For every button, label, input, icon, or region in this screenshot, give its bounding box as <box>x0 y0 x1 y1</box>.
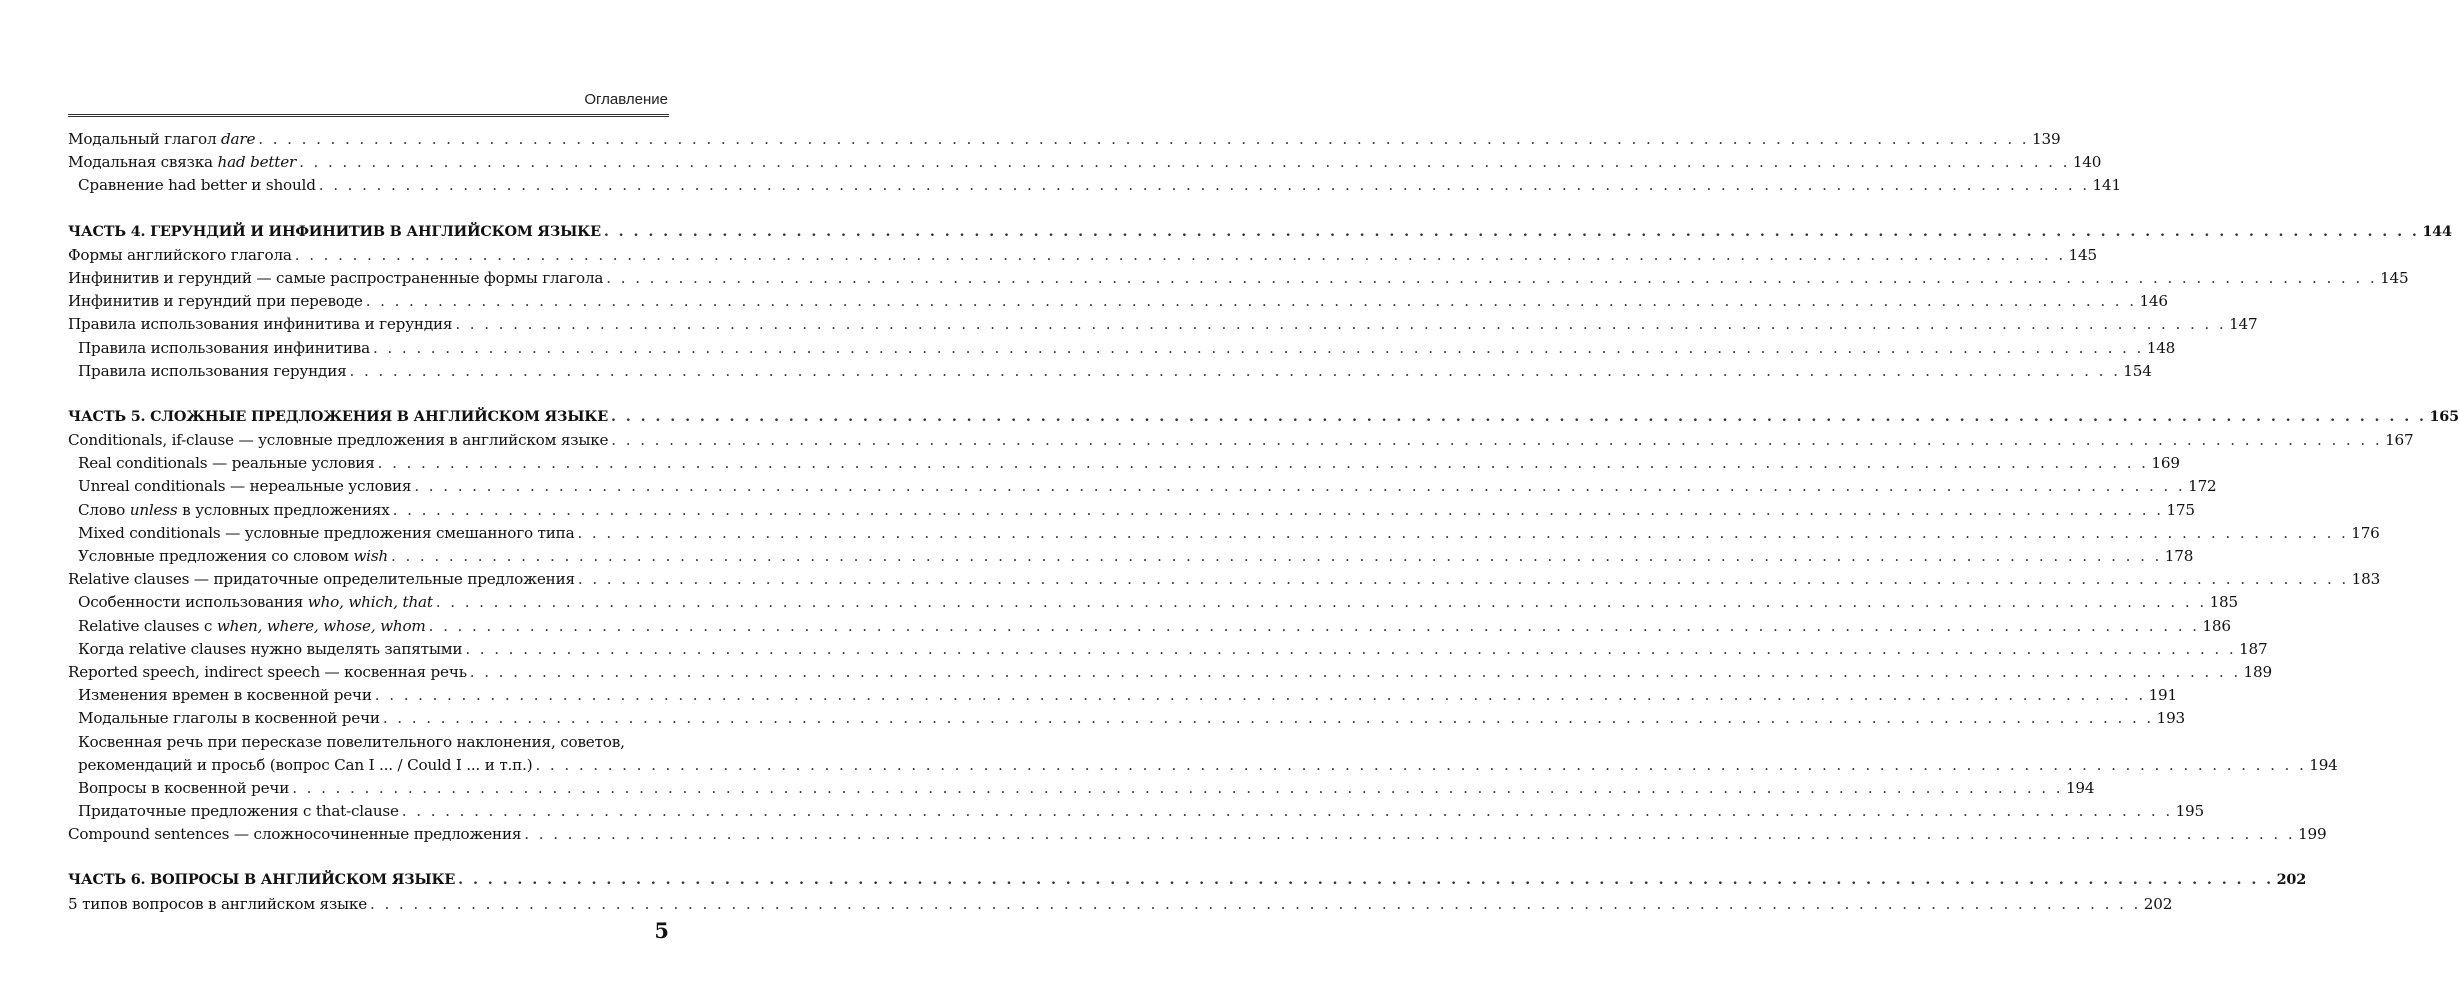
toc-entry[interactable] <box>68 894 2173 918</box>
toc-entry[interactable] <box>68 292 2168 315</box>
toc-entry[interactable] <box>68 662 2272 686</box>
toc-entry-title: Особенности использования who, which, that <box>78 593 433 612</box>
dot-leader <box>319 176 2090 194</box>
toc-page-number: 183 <box>2351 570 2381 589</box>
toc-subentry[interactable] <box>68 709 2186 732</box>
dot-leader <box>577 524 2348 542</box>
running-header: Оглавление <box>584 91 668 108</box>
toc-page-number: 139 <box>2032 130 2061 148</box>
page-number: 5 <box>654 918 669 943</box>
toc-page-number: 199 <box>2298 825 2327 844</box>
toc-page-number: 193 <box>2156 709 2186 728</box>
toc-page-number: 185 <box>2209 593 2238 612</box>
dot-leader <box>370 895 2141 913</box>
dot-leader <box>535 756 2306 774</box>
dot-leader <box>436 593 2207 611</box>
dot-leader <box>295 246 2066 264</box>
toc-subentry[interactable] <box>68 686 2177 709</box>
toc-page-number: 172 <box>2188 477 2217 496</box>
toc-page-number: 144 <box>2422 222 2452 240</box>
toc-entry-title: Relative clauses с when, where, whose, whom <box>78 616 426 635</box>
dot-leader <box>470 663 2241 681</box>
dot-leader <box>606 269 2377 287</box>
toc-subentry[interactable] <box>68 477 2217 500</box>
dot-leader <box>429 617 2200 635</box>
dot-leader <box>458 871 2273 888</box>
dot-leader <box>383 709 2154 727</box>
toc-subentry[interactable] <box>68 639 2268 663</box>
toc-entry-title: Conditionals, if-clause — условные предложения в английском языке <box>68 431 609 450</box>
toc-page-number: 141 <box>2092 176 2121 195</box>
toc-subentry[interactable] <box>68 616 2231 640</box>
toc-entry-title: 5 типов вопросов в английском языке <box>68 894 367 913</box>
dot-leader <box>292 779 2063 797</box>
toc-entry-title: Модальные глаголы в косвенной речи <box>78 709 380 728</box>
toc-entry-title: Инфинитив и герундий — самые распространенные формы глагола <box>68 268 604 287</box>
dot-leader <box>402 802 2173 820</box>
toc-page-number: 189 <box>2243 662 2272 681</box>
dot-leader <box>299 153 2070 171</box>
dot-leader <box>604 223 2419 240</box>
toc-page-number: 202 <box>2276 871 2307 889</box>
dot-leader <box>393 501 2164 519</box>
toc-entry-title: Правила использования инфинитива и герундия <box>68 315 453 334</box>
toc-entry-title: Вопросы в косвенной речи <box>78 778 290 797</box>
toc-entry-title: Mixed conditionals — условные предложения смешанного типа <box>78 523 575 542</box>
toc-page-number: 145 <box>2380 268 2409 287</box>
toc-page-number: 145 <box>2068 245 2097 264</box>
toc-subentry[interactable] <box>68 500 2195 524</box>
toc-entry-title: Сравнение had better и should <box>78 176 316 195</box>
dot-leader <box>578 570 2349 588</box>
toc-subentry[interactable] <box>68 802 2204 825</box>
dot-leader <box>524 825 2295 843</box>
toc-entry-title: Unreal conditionals — нереальные условия <box>78 477 412 496</box>
toc-page-number: 195 <box>2175 802 2204 821</box>
toc-entry[interactable] <box>68 825 2327 848</box>
toc-subentry[interactable] <box>68 523 2380 547</box>
toc-entry-title: Модальная связка had better <box>68 153 297 172</box>
toc-entry-title: Когда relative clauses нужно выделять запятыми <box>78 639 463 658</box>
toc-subentry[interactable] <box>68 361 2152 385</box>
toc-part-title: ЧАСТЬ 6. ВОПРОСЫ В АНГЛИЙСКОМ ЯЗЫКЕ <box>68 871 456 889</box>
toc-page-number: 165 <box>2429 407 2459 425</box>
toc-subentry-had-better-should[interactable] <box>68 176 2121 199</box>
toc-subentry[interactable] <box>68 547 2194 570</box>
toc-entry-title: Правила использования инфинитива <box>78 338 370 357</box>
dot-leader <box>391 547 2162 565</box>
toc-page-number: 147 <box>2229 315 2258 334</box>
toc-page-number: 169 <box>2151 454 2180 473</box>
toc-page-number: 202 <box>2143 894 2173 913</box>
toc-entry-title: Compound sentences — сложносочиненные предложения <box>68 825 522 844</box>
toc-subentry[interactable] <box>68 593 2238 616</box>
toc-page-number: 146 <box>2139 292 2168 311</box>
dot-leader <box>414 477 2185 495</box>
dot-leader <box>258 130 2029 148</box>
dot-leader <box>373 339 2144 357</box>
toc-entry-title: Reported speech, indirect speech — косвенная речь <box>68 662 467 681</box>
toc-page-number: 194 <box>2309 755 2338 774</box>
toc-entry-title-line1: Косвенная речь при пересказе повелительного наклонения, советов, <box>78 732 625 751</box>
dot-leader <box>611 408 2426 425</box>
toc-entry[interactable] <box>68 570 2381 593</box>
toc-part-title: ЧАСТЬ 5. СЛОЖНЫЕ ПРЕДЛОЖЕНИЯ В АНГЛИЙСКОМ ЯЗЫКЕ <box>68 407 608 425</box>
toc-page-number: 175 <box>2166 500 2195 519</box>
toc-entry[interactable] <box>68 268 2409 292</box>
toc-subentry-multiline[interactable] <box>68 732 2338 779</box>
toc-page-number: 148 <box>2146 338 2176 357</box>
dot-leader <box>611 431 2382 449</box>
toc-part-title: ЧАСТЬ 4. ГЕРУНДИЙ И ИНФИНИТИВ В АНГЛИЙСКОМ ЯЗЫКЕ <box>68 222 601 240</box>
toc-page-number: 140 <box>2072 153 2102 172</box>
toc-entry-title: Real conditionals — реальные условия <box>78 454 375 473</box>
toc-entry-title: Инфинитив и герундий при переводе <box>68 292 363 311</box>
toc-page-number: 191 <box>2148 686 2177 705</box>
toc-entry[interactable] <box>68 245 2097 269</box>
toc-entry-title: Правила использования герундия <box>78 361 347 380</box>
table-of-contents <box>68 130 2459 918</box>
dot-leader <box>455 315 2226 333</box>
toc-subentry[interactable] <box>68 454 2180 477</box>
toc-page-number: 194 <box>2065 778 2095 797</box>
toc-subentry[interactable] <box>68 778 2095 802</box>
toc-entry-dare[interactable] <box>68 130 2061 153</box>
dot-leader <box>378 454 2149 472</box>
toc-entry-title: Условные предложения со словом wish <box>78 547 388 565</box>
toc-part-6[interactable] <box>68 871 2307 894</box>
toc-page-number: 176 <box>2351 523 2380 542</box>
header-rule <box>68 114 669 117</box>
toc-entry-title: Изменения времен в косвенной речи <box>78 686 372 705</box>
toc-page-number: 187 <box>2239 639 2268 658</box>
toc-entry-title: Формы английского глагола <box>68 245 292 264</box>
dot-leader <box>350 362 2121 380</box>
toc-page-number: 154 <box>2123 361 2152 380</box>
toc-entry-title: Модальный глагол dare <box>68 130 256 148</box>
toc-page-number: 186 <box>2202 616 2231 635</box>
dot-leader <box>465 640 2236 658</box>
toc-page-number: 167 <box>2385 431 2414 450</box>
toc-entry[interactable] <box>68 431 2414 454</box>
toc-entry-had-better[interactable] <box>68 153 2102 176</box>
toc-entry-title: Придаточные предложения с that-clause <box>78 802 399 821</box>
toc-entry-title-line2: рекомендаций и просьб (вопрос Can I ... / Could I ... и т.п.) <box>78 755 533 774</box>
toc-entry-title: Слово unless в условных предложениях <box>78 500 390 519</box>
dot-leader <box>375 686 2146 704</box>
toc-subentry[interactable] <box>68 338 2176 362</box>
toc-page-number: 178 <box>2164 547 2194 565</box>
toc-part-4[interactable] <box>68 222 2452 246</box>
dot-leader <box>366 292 2137 310</box>
toc-entry[interactable] <box>68 315 2258 338</box>
toc-part-5[interactable] <box>68 407 2459 431</box>
toc-entry-title: Relative clauses — придаточные определительные предложения <box>68 570 575 589</box>
